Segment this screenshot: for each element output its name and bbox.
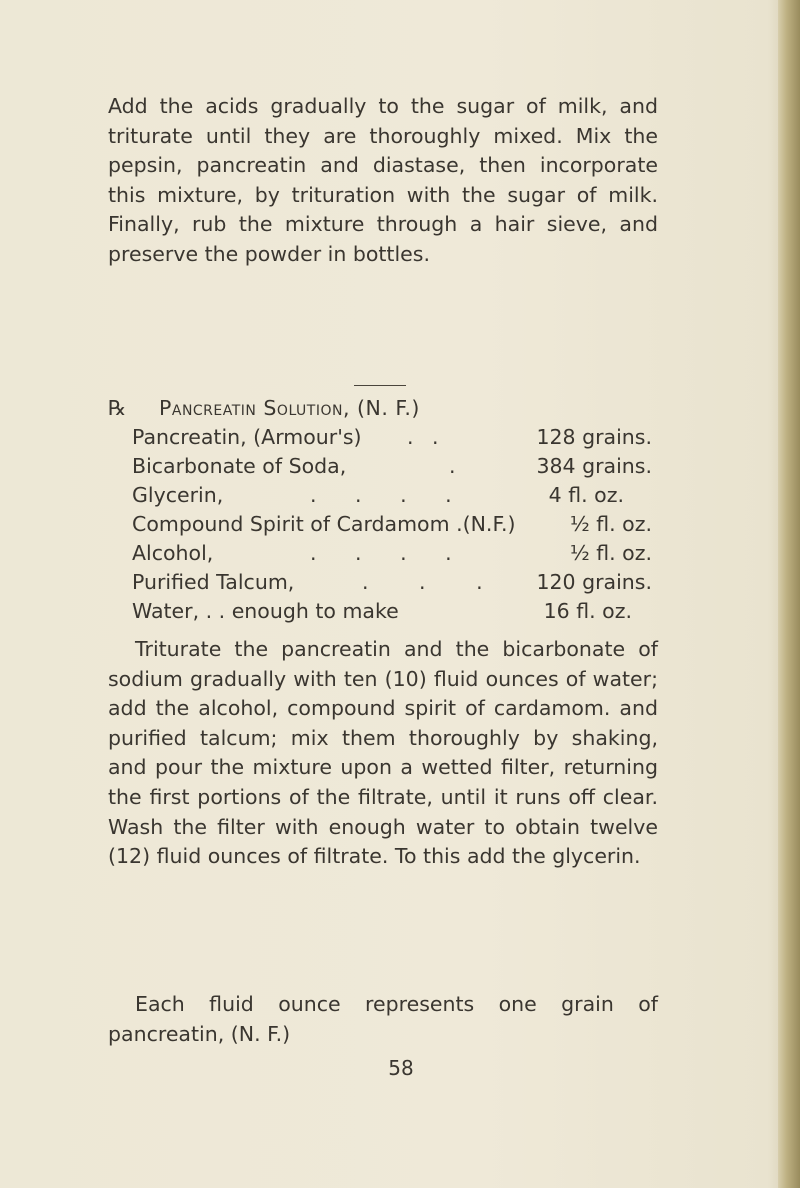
ingredient-name: Alcohol, — [132, 541, 214, 565]
leader-dots: . . . . — [310, 483, 468, 507]
ingredient-name: Bicarbonate of Soda, — [132, 454, 347, 478]
ingredient-quantity: 384 grains. — [536, 454, 652, 478]
ingredient-quantity: 120 grains. — [536, 570, 652, 594]
recipe-title-text: Pancreatin Solution, (N. F.) — [159, 396, 420, 420]
section-divider — [354, 385, 406, 386]
directions-paragraph: Triturate the pancreatin and the bicarbonate of sodium gradually with ten (10) fluid ounces of water; add the alcohol, compound spirit of cardamom. and purified talcum; mix them thoroughly by shaking, and pour the mixture upon a wetted filter, returning the first portions of the filtrate, until it runs off clear. Wash the filter with enough water to obtain twelve (12) fluid ounces of filtrate. To this add the glycerin. — [108, 637, 658, 869]
ingredient-row — [132, 423, 652, 451]
note-paragraph: Each fluid ounce represents one grain of pancreatin, (N. F.) — [108, 992, 658, 1046]
page-edge-shadow — [778, 0, 800, 1188]
leader-dots: . . — [407, 425, 445, 449]
ingredient-row — [132, 539, 652, 567]
ingredient-row — [132, 597, 652, 625]
ingredient-name: Pancreatin, (Armour's) — [132, 425, 362, 449]
leader-dots: . — [449, 454, 462, 478]
recipe-title — [108, 394, 668, 422]
intro-paragraph: Add the acids gradually to the sugar of milk, and triturate until they are thoroughly mixed. Mix the pepsin, pancreatin and diastase, then incorporate this mixture, by trituration with the sugar of milk. Finally, rub the mixture through a hair sieve, and preserve the powder in bottles. — [108, 94, 658, 266]
ingredient-name: Water, . . enough to make — [132, 599, 399, 623]
ingredient-row — [132, 452, 652, 480]
leader-dots: . . . . — [310, 541, 468, 565]
ingredient-row — [132, 481, 652, 509]
ingredient-name: Glycerin, — [132, 483, 224, 507]
ingredient-row — [132, 568, 652, 596]
ingredient-quantity: 16 fl. oz. — [543, 599, 632, 623]
leader-dots: . . . — [362, 570, 505, 594]
ingredient-name: Purified Talcum, — [132, 570, 295, 594]
ingredient-row — [132, 510, 652, 538]
page-number: 58 — [388, 1056, 414, 1080]
ingredient-quantity: 4 fl. oz. — [548, 483, 624, 507]
ingredient-quantity: ½ fl. oz. — [569, 541, 652, 565]
ingredient-quantity: 128 grains. — [536, 425, 652, 449]
prescription-symbol: ℞ — [108, 396, 127, 420]
ingredient-quantity: ½ fl. oz. — [569, 512, 652, 536]
ingredient-name: Compound Spirit of Cardamom .(N.F.) — [132, 512, 516, 536]
